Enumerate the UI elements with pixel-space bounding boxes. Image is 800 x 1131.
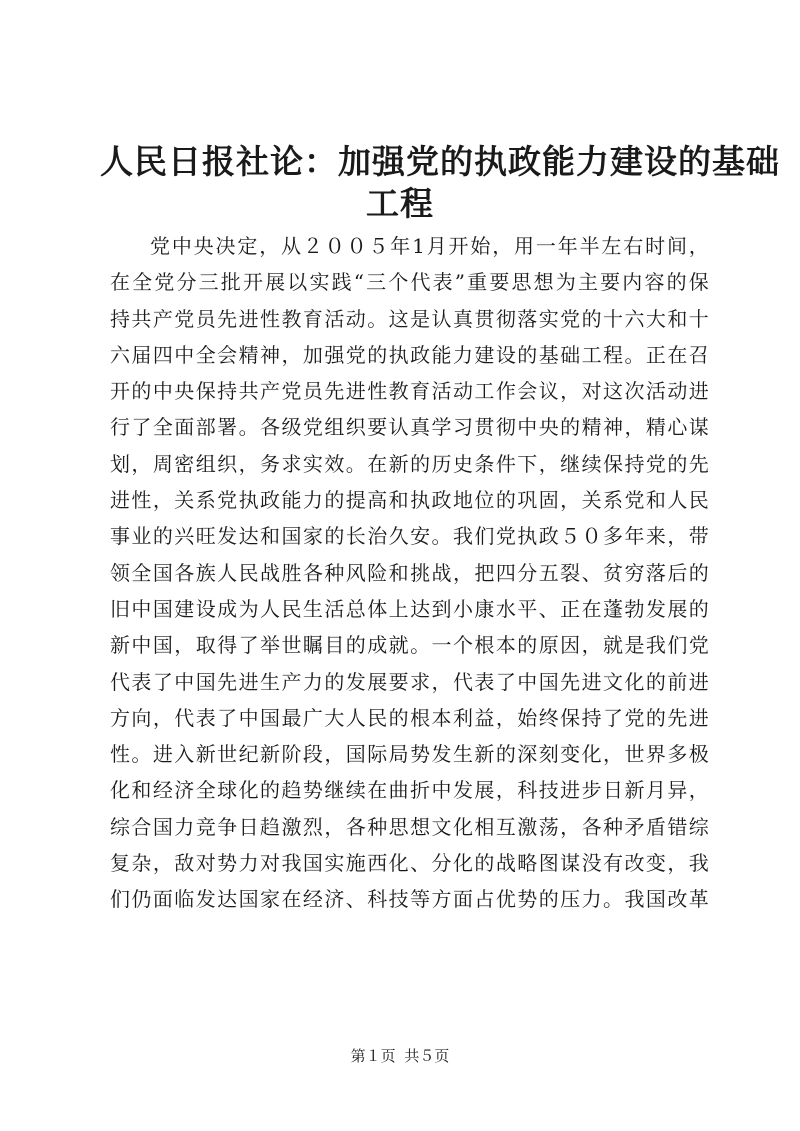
body-line: 党中央决定，从２００５年1月开始，用一年半左右时间， bbox=[150, 234, 710, 258]
page-number: 第１页 bbox=[350, 1047, 396, 1065]
document-title-line-1: 人民日报社论：加强党的执政能力建设的基础 bbox=[100, 142, 780, 181]
body-line: 六届四中全会精神，加强党的执政能力建设的基础工程。正在召 bbox=[110, 342, 710, 367]
page-footer bbox=[0, 1046, 800, 1066]
body-line: 们仍面临发达国家在经济、科技等方面占优势的压力。我国改革 bbox=[110, 887, 710, 912]
body-line: 综合国力竞争日趋激烈，各种思想文化相互激荡，各种矛盾错综 bbox=[110, 814, 710, 839]
body-line: 持共产党员先进性教育活动。这是认真贯彻落实党的十六大和十 bbox=[110, 306, 710, 331]
body-line: 领全国各族人民战胜各种风险和挑战，把四分五裂、贫穷落后的 bbox=[110, 560, 710, 585]
body-line: 新中国，取得了举世瞩目的成就。一个根本的原因，就是我们党 bbox=[110, 633, 710, 658]
body-line: 行了全面部署。各级党组织要认真学习贯彻中央的精神，精心谋 bbox=[110, 415, 710, 440]
body-line: 开的中央保持共产党员先进性教育活动工作会议，对这次活动进 bbox=[110, 379, 710, 404]
body-line: 事业的兴旺发达和国家的长治久安。我们党执政５０多年来，带 bbox=[110, 524, 710, 549]
document-title-line-2: 工程 bbox=[366, 184, 434, 223]
body-line: 划，周密组织，务求实效。在新的历史条件下，继续保持党的先 bbox=[110, 451, 710, 476]
article-body bbox=[110, 228, 710, 918]
body-line: 在全党分三批开展以实践“三个代表”重要思想为主要内容的保 bbox=[110, 270, 710, 295]
body-line: 旧中国建设成为人民生活总体上达到小康水平、正在蓬勃发展的 bbox=[110, 596, 710, 621]
body-line: 复杂，敌对势力对我国实施西化、分化的战略图谋没有改变，我 bbox=[110, 851, 710, 876]
body-line: 化和经济全球化的趋势继续在曲折中发展，科技进步日新月异， bbox=[110, 778, 710, 803]
body-line: 代表了中国先进生产力的发展要求，代表了中国先进文化的前进 bbox=[110, 669, 710, 694]
page-total: 共５页 bbox=[404, 1047, 450, 1065]
body-line: 进性，关系党执政能力的提高和执政地位的巩固，关系党和人民 bbox=[110, 488, 710, 513]
body-line: 性。进入新世纪新阶段，国际局势发生新的深刻变化，世界多极 bbox=[110, 742, 710, 767]
body-line: 方向，代表了中国最广大人民的根本利益，始终保持了党的先进 bbox=[110, 705, 710, 730]
